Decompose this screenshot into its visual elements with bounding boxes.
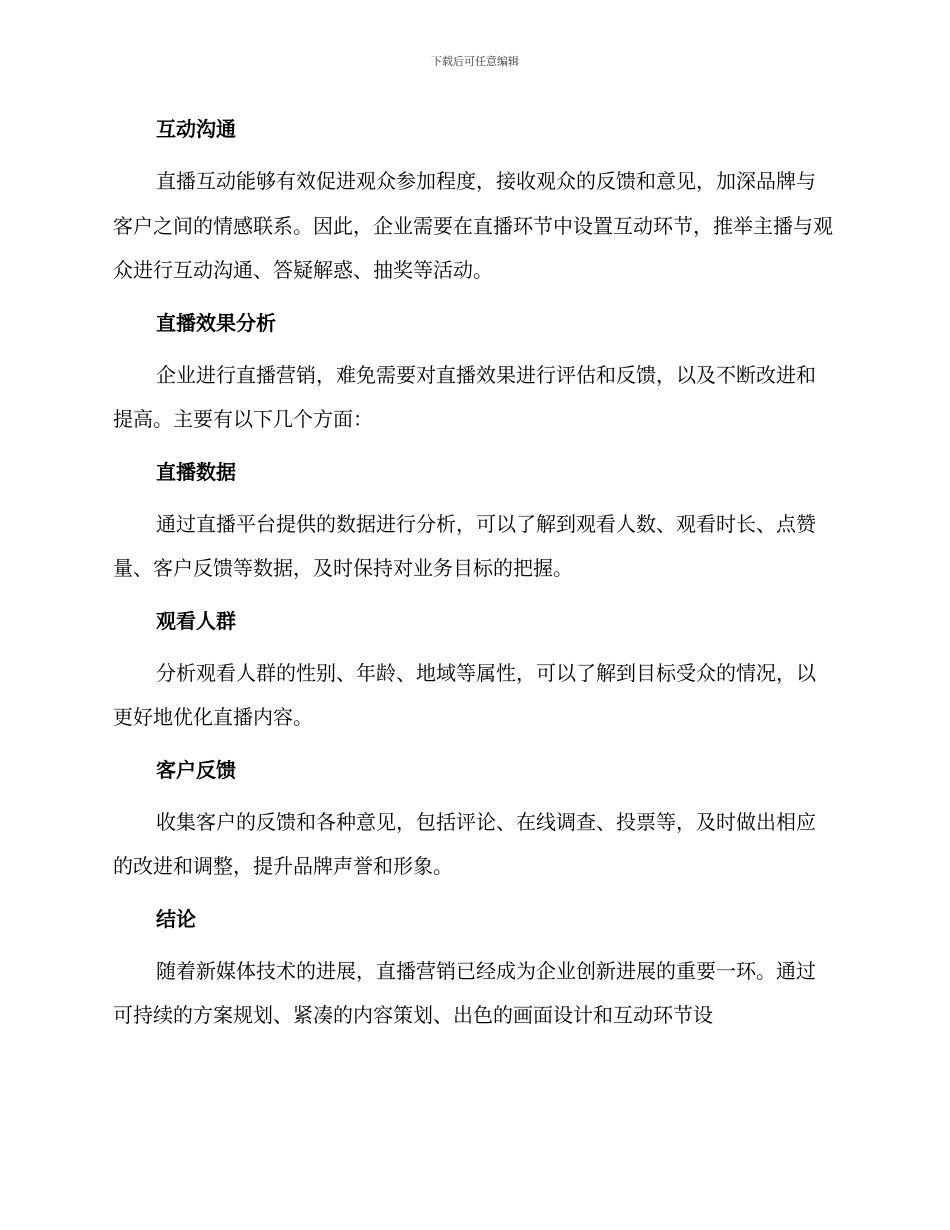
section-paragraph-conclusion: 随着新媒体技术的进展，直播营销已经成为企业创新进展的重要一环。通过可持续的方案规划、紧凑的内容策划、出色的画面设计和互动环节设 — [113, 958, 816, 1027]
section-paragraph-live-data: 通过直播平台提供的数据进行分析，可以了解到观看人数、观看时长、点赞量、客户反馈等数据，及时保持对业务目标的把握。 — [113, 511, 816, 580]
section-heading-feedback: 客户反馈 — [156, 757, 236, 782]
section-heading-live-data: 直播数据 — [156, 459, 236, 484]
section-paragraph-effect-analysis: 企业进行直播营销，难免需要对直播效果进行评估和反馈，以及不断改进和提高。主要有以下几个方面： — [113, 362, 816, 431]
section-heading-conclusion: 结论 — [156, 906, 196, 931]
section-paragraph-audience: 分析观看人群的性别、年龄、地域等属性，可以了解到目标受众的情况，以更好地优化直播内容。 — [113, 660, 816, 729]
section-heading-effect-analysis: 直播效果分析 — [156, 310, 276, 335]
section-paragraph-interaction: 直播互动能够有效促进观众参加程度，接收观众的反馈和意见，加深品牌与客户之间的情感联系。因此，企业需要在直播环节中设置互动环节，推举主播与观众进行互动沟通、答疑解惑、抽奖等活动。 — [113, 169, 833, 282]
page-header-note: 下载后可任意编辑 — [431, 55, 519, 68]
document-body — [113, 112, 835, 1051]
section-heading-interaction: 互动沟通 — [156, 117, 236, 141]
section-heading-audience: 观看人群 — [156, 608, 236, 633]
section-paragraph-feedback: 收集客户的反馈和各种意见，包括评论、在线调查、投票等，及时做出相应的改进和调整，提升品牌声誉和形象。 — [113, 809, 816, 878]
